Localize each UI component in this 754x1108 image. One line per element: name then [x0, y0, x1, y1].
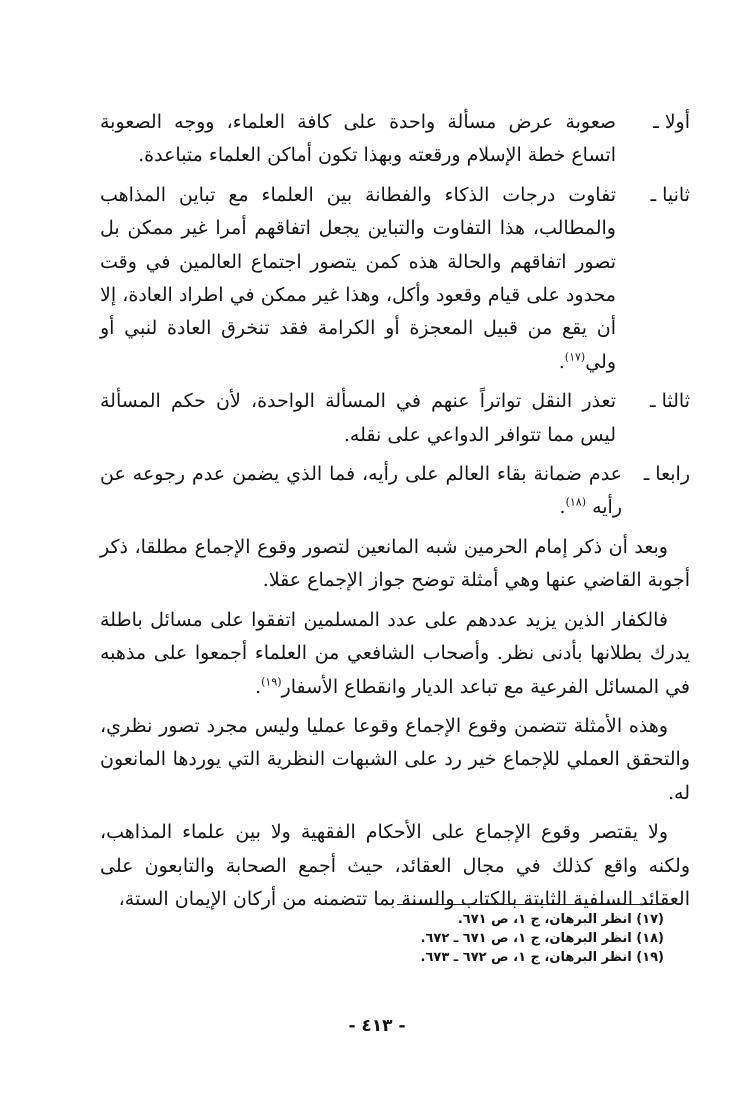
list-item: ثانيا ـ تفاوت درجات الذكاء والفطانة بين العلماء مع تباين المذاهب والمطالب، هذا التفاوت والتباين يجعل اتفاقهم أمرا غير ممكن بل تصور اتفاقهم والحالة هذه كمن يتصور اجتماع العالمين في وقت محدود على قيام وقعود وأكل، وهذا غير ممكن في اطراد العادة، إلا أن يقع من قبيل المعجزة أو الكرامة فقد تنخرق العادة لنبي أو ولي$^{(١٧)}$.	[100, 179, 690, 379]
paragraph: ولا يقتصر وقوع الإجماع على الأحكام الفقهية ولا بين علماء المذاهب، ولكنه واقع كذلك في مجال العقائد، حيث أجمع الصحابة والتابعون على العقائد السلفية الثابتة بالكتاب والسنة بما تتضمنه من أركان الإيمان الستة،	[100, 821, 690, 910]
footnote-ref: (١٩)	[261, 675, 282, 689]
item-text: عدم ضمانة بقاء العالم على رأيه، فما الذي يضمن عدم رجوعه عن رأيه	[100, 463, 622, 519]
footnote-divider	[397, 904, 663, 905]
footnote: (١٩) انظر البرهان، ج ١، ص ٦٧٢ ـ ٦٧٣.	[420, 950, 664, 965]
item-label: رابعا ـ	[643, 463, 690, 486]
item-label: أولا ـ	[653, 111, 690, 133]
item-text: تعذر النقل تواتراً عنهم في المسألة الواحدة، لأن حكم المسألة ليس مما تتوافر الدواعي على نقله.	[100, 390, 616, 446]
footnote-ref: (١٨)	[565, 496, 587, 510]
item-label: ثالثا ـ	[650, 390, 690, 413]
list-item: رابعا ـ عدم ضمانة بقاء العالم على رأيه، فما الذي يضمن عدم رجوعه عن رأيه $^{(١٨)}$.	[100, 458, 690, 525]
page-number: - ٤١٣ -	[348, 1016, 406, 1036]
list-item	[100, 385, 690, 452]
item-text: تفاوت درجات الذكاء والفطانة بين العلماء مع تباين المذاهب والمطالب، هذا التفاوت والتباين يجعل اتفاقهم أمرا غير ممكن بل تصور اتفاقهم والحالة هذه كمن يتصور اجتماع العالمين في وقت محدود على قيام وقعود وأكل، وهذا غير ممكن في اطراد العادة، إلا أن يقع من قبيل المعجزة أو الكرامة فقد تنخرق العادة لنبي أو ولي	[100, 183, 616, 373]
item-text: صعوبة عرض مسألة واحدة على كافة العلماء، ووجه الصعوبة اتساع خطة الإسلام ورقعته وبهذا تكون أماكن العلماء متباعدة.	[100, 111, 616, 167]
paragraph-text: فالكفار الذين يزيد عددهم على عدد المسلمين اتفقوا على مسائل باطلة يدرك بطلانها بأدنى نظر. وأصحاب الشافعي من العلماء أجمعوا على مذهبه في المسائل الفرعية مع تباعد الديار وانقطاع الأسفار	[100, 608, 690, 698]
footnotes	[344, 910, 664, 967]
footnote-ref: (١٧)	[564, 350, 586, 364]
paragraph: فالكفار الذين يزيد عددهم على عدد المسلمين اتفقوا على مسائل باطلة يدرك بطلانها بأدنى نظر. وأصحاب الشافعي من العلماء أجمعوا على مذهبه في المسائل الفرعية مع تباعد الديار وانقطاع الأسفار$^{(١٩)}$.	[100, 608, 690, 698]
footnote: (١٨) انظر البرهان، ج ١، ص ٦٧١ ـ ٦٧٢.	[420, 931, 664, 946]
list-item	[100, 106, 690, 173]
footnote: (١٧) انظر البرهان، ج ١، ص ٦٧١.	[457, 912, 664, 927]
item-label: ثانيا ـ	[650, 183, 690, 206]
paragraph: وهذه الأمثلة تتضمن وقوع الإجماع وقوعا عمليا وليس مجرد تصور نظري، والتحقق العملي للإجماع خير رد على الشبهات النظرية التي يوردها المانعون له.	[100, 714, 690, 804]
main-text	[100, 106, 690, 922]
paragraph: وبعد أن ذكر إمام الحرمين شبه المانعين لتصور وقوع الإجماع مطلقا، ذكر أجوبة القاضي عنها وهي أمثلة توضح جواز الإجماع عقلا.	[100, 535, 690, 592]
